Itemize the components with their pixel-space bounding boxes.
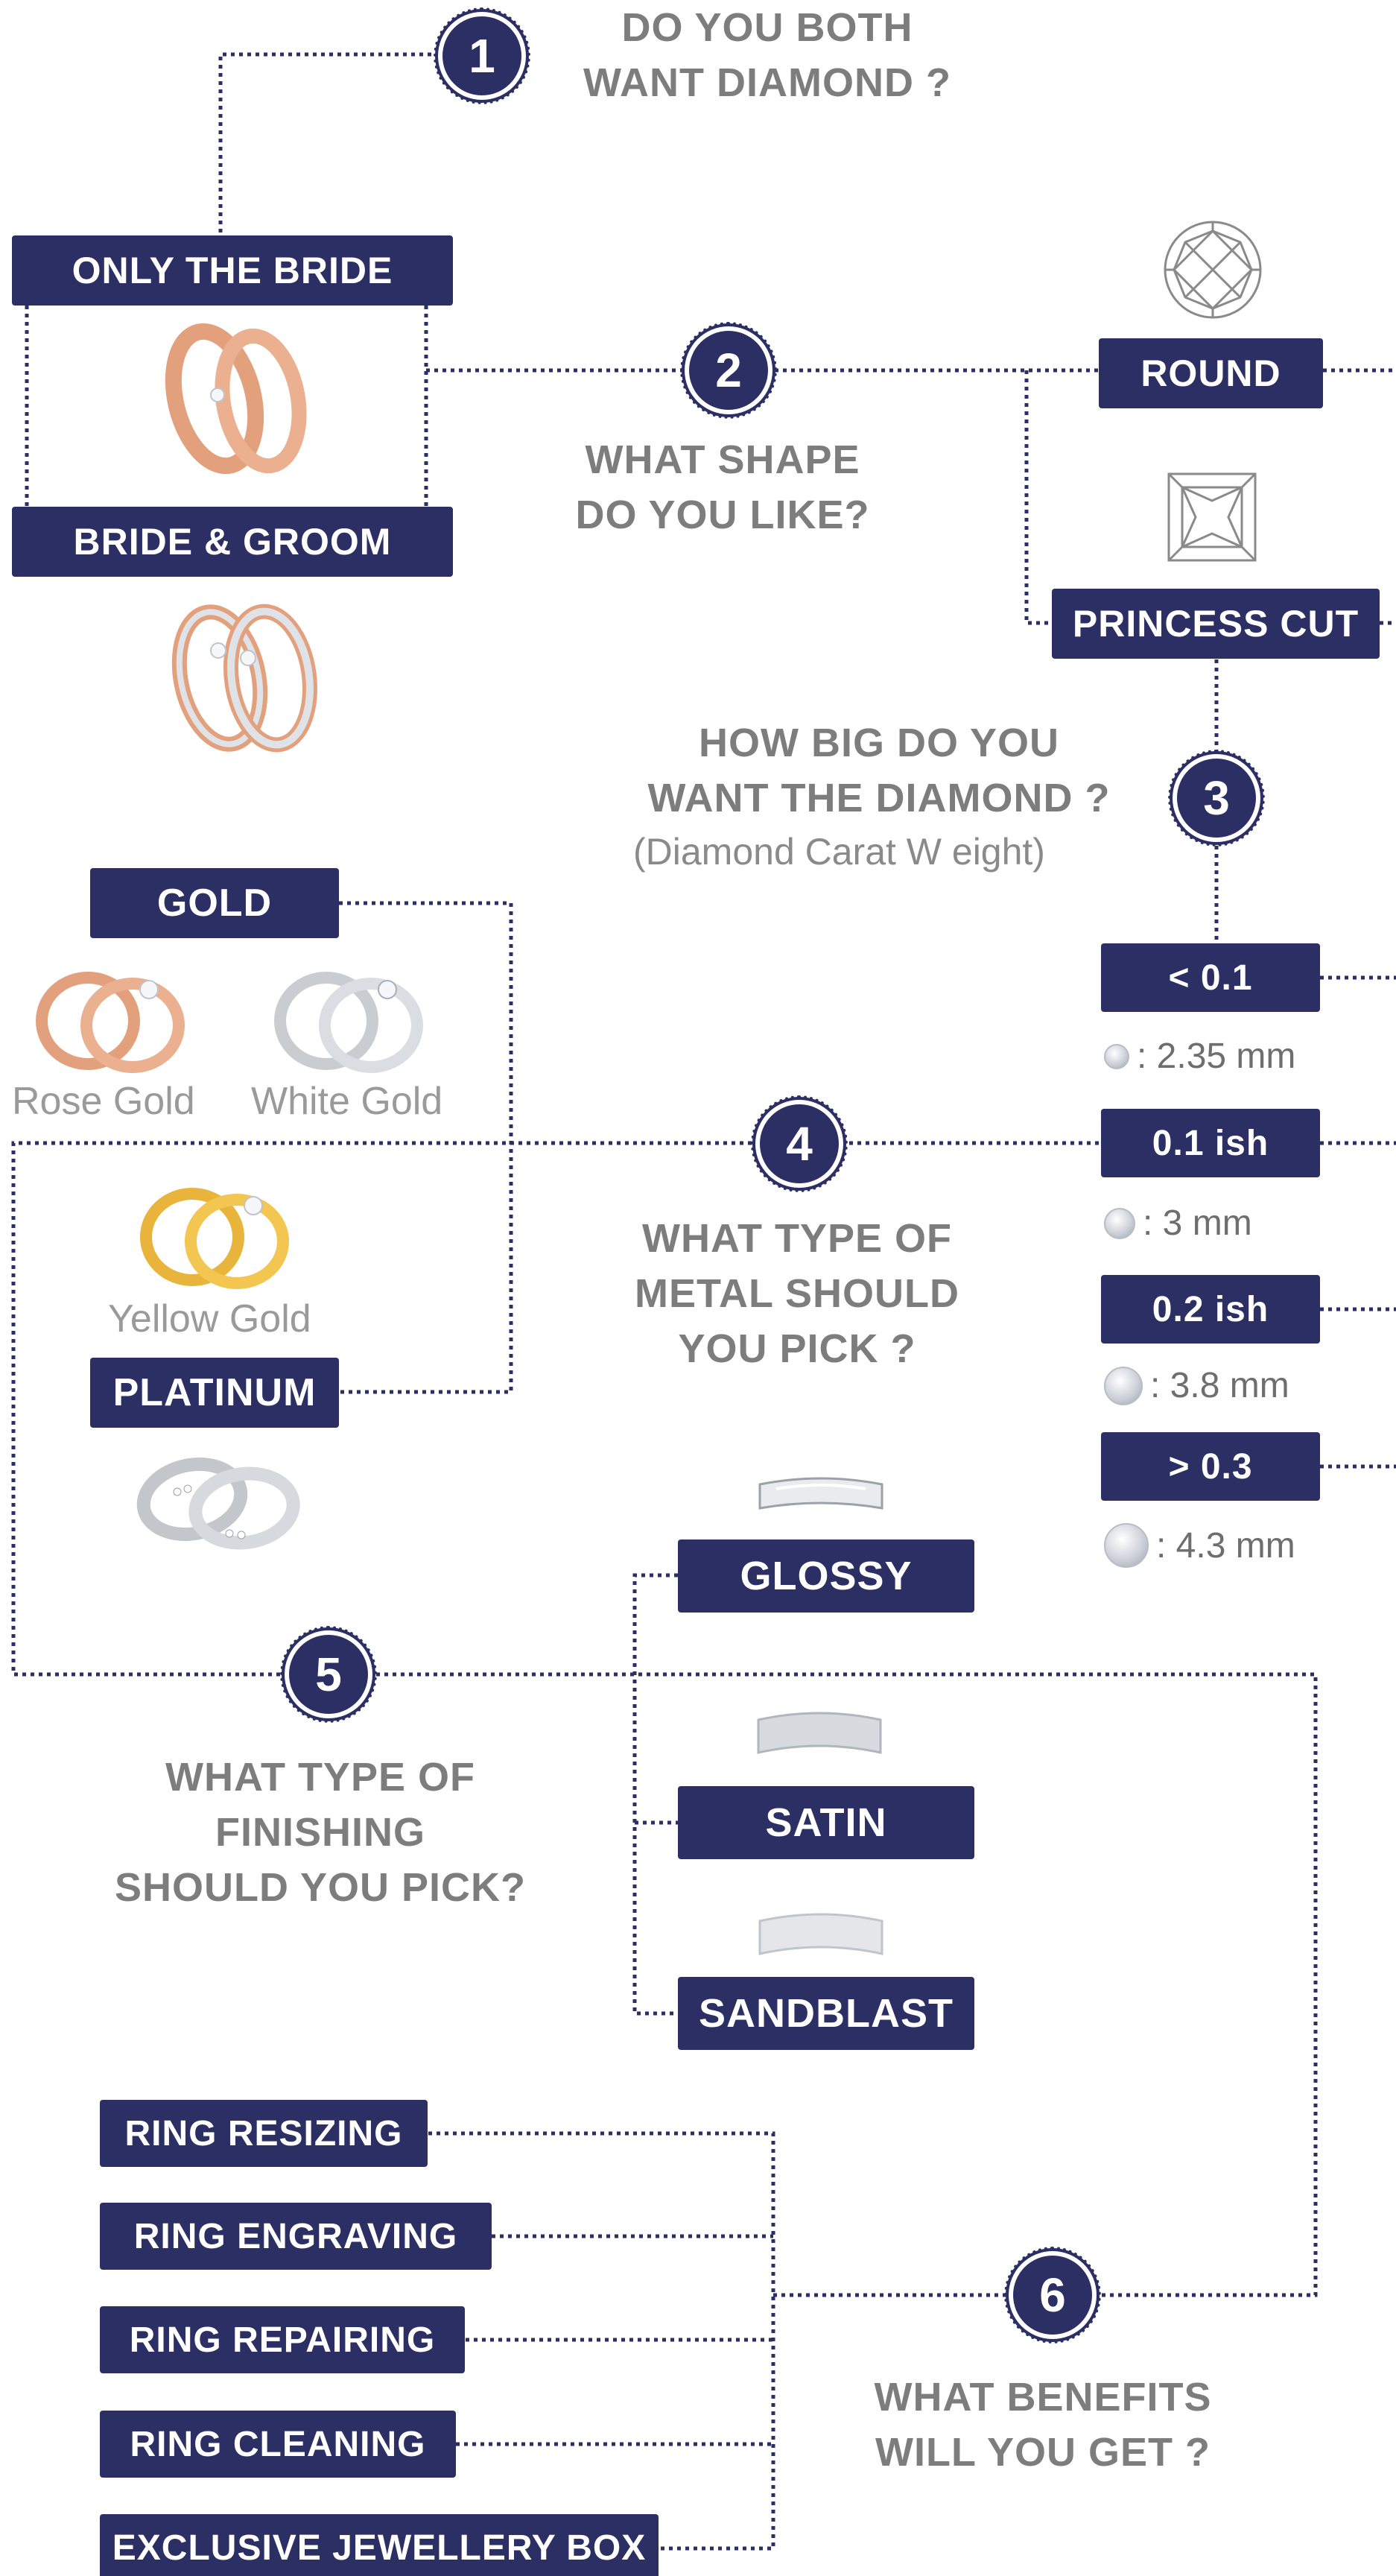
bride-ring-icon [149, 313, 328, 477]
option-carat-under-0-1[interactable]: < 0.1 [1101, 943, 1320, 1012]
sandblast-band-icon [754, 1908, 888, 1964]
step-2-question-line-1: WHAT SHAPE [585, 437, 860, 482]
step-4-question [611, 1211, 983, 1376]
step-5-question-line-3: SHOULD YOU PICK? [114, 1865, 527, 1910]
option-platinum[interactable]: PLATINUM [90, 1358, 339, 1428]
step-3-question-line-2: WANT THE DIAMOND ? [647, 776, 1111, 820]
benefit-ring-cleaning[interactable]: RING CLEANING [100, 2411, 456, 2478]
satin-band-icon [752, 1706, 886, 1763]
option-glossy[interactable]: GLOSSY [678, 1539, 974, 1613]
label-rose-gold: Rose Gold [12, 1080, 195, 1123]
step-6-question-line-2: WILL YOU GET ? [875, 2430, 1211, 2475]
yellow-gold-ring-icon [134, 1170, 298, 1297]
carat-size-4-3 [1104, 1523, 1295, 1568]
diamond-size-icon [1104, 1208, 1135, 1239]
carat-size-3 [1104, 1203, 1252, 1244]
step-4-question-line-3: YOU PICK ? [678, 1326, 916, 1371]
couple-ring-icon [160, 592, 328, 756]
platinum-ring-icon [133, 1446, 304, 1557]
step-2-badge: 2 [689, 331, 768, 410]
step-5-question [97, 1750, 544, 1915]
carat-size-text: : 4.3 mm [1156, 1525, 1295, 1566]
step-6-badge: 6 [1013, 2256, 1092, 2335]
diamond-size-icon [1104, 1044, 1129, 1069]
label-white-gold: White Gold [251, 1080, 443, 1123]
carat-size-3-8 [1104, 1365, 1289, 1406]
step-3-badge: 3 [1177, 759, 1256, 838]
glossy-band-icon [754, 1474, 888, 1519]
rose-gold-ring-icon [30, 954, 194, 1080]
step-5-question-line-1: WHAT TYPE OF [165, 1755, 475, 1800]
diamond-size-icon [1104, 1367, 1143, 1405]
diamond-size-icon [1104, 1523, 1149, 1568]
round-diamond-icon [1161, 218, 1265, 322]
benefit-ring-repairing[interactable]: RING REPAIRING [100, 2306, 465, 2373]
step-6-question [857, 2370, 1229, 2480]
carat-size-2-35 [1104, 1036, 1295, 1077]
option-gold[interactable]: GOLD [90, 868, 339, 938]
carat-size-text: : 2.35 mm [1137, 1037, 1296, 1076]
benefit-exclusive-jewellery-box[interactable]: EXCLUSIVE JEWELLERY BOX [100, 2514, 659, 2576]
benefit-ring-resizing[interactable]: RING RESIZING [100, 2100, 428, 2167]
label-yellow-gold: Yellow Gold [108, 1297, 311, 1341]
option-only-the-bride[interactable]: ONLY THE BRIDE [12, 235, 453, 306]
step-1-question-line-2: WANT DIAMOND ? [583, 60, 951, 105]
carat-size-text: : 3 mm [1143, 1203, 1252, 1243]
step-4-badge: 4 [760, 1104, 839, 1183]
step-5-badge: 5 [289, 1635, 368, 1714]
step-5-question-line-2: FINISHING [215, 1810, 425, 1855]
option-carat-0-1-ish[interactable]: 0.1 ish [1101, 1109, 1320, 1177]
step-4-question-line-2: METAL SHOULD [635, 1271, 959, 1316]
princess-cut-diamond-icon [1166, 471, 1258, 563]
step-3-question [626, 715, 1132, 826]
option-princess-cut[interactable]: PRINCESS CUT [1052, 589, 1380, 659]
step-2-question [551, 432, 894, 542]
step-1-question [544, 0, 991, 110]
step-1-badge: 1 [442, 16, 521, 95]
step-1-question-line-1: DO YOU BOTH [621, 5, 913, 50]
option-carat-over-0-3[interactable]: > 0.3 [1101, 1432, 1320, 1501]
benefit-ring-engraving[interactable]: RING ENGRAVING [100, 2203, 492, 2270]
option-satin[interactable]: SATIN [678, 1786, 974, 1859]
option-carat-0-2-ish[interactable]: 0.2 ish [1101, 1275, 1320, 1344]
option-round[interactable]: ROUND [1099, 338, 1323, 408]
carat-size-text: : 3.8 mm [1150, 1366, 1289, 1405]
option-bride-and-groom[interactable]: BRIDE & GROOM [12, 507, 453, 577]
step-3-question-line-1: HOW BIG DO YOU [698, 721, 1060, 765]
step-2-question-line-2: DO YOU LIKE? [575, 493, 870, 537]
step-6-question-line-1: WHAT BENEFITS [874, 2375, 1212, 2420]
white-gold-ring-icon [268, 954, 432, 1080]
option-sandblast[interactable]: SANDBLAST [678, 1977, 974, 2050]
step-4-question-line-1: WHAT TYPE OF [642, 1216, 952, 1261]
step-3-subtitle: (Diamond Carat W eight) [633, 831, 1045, 873]
